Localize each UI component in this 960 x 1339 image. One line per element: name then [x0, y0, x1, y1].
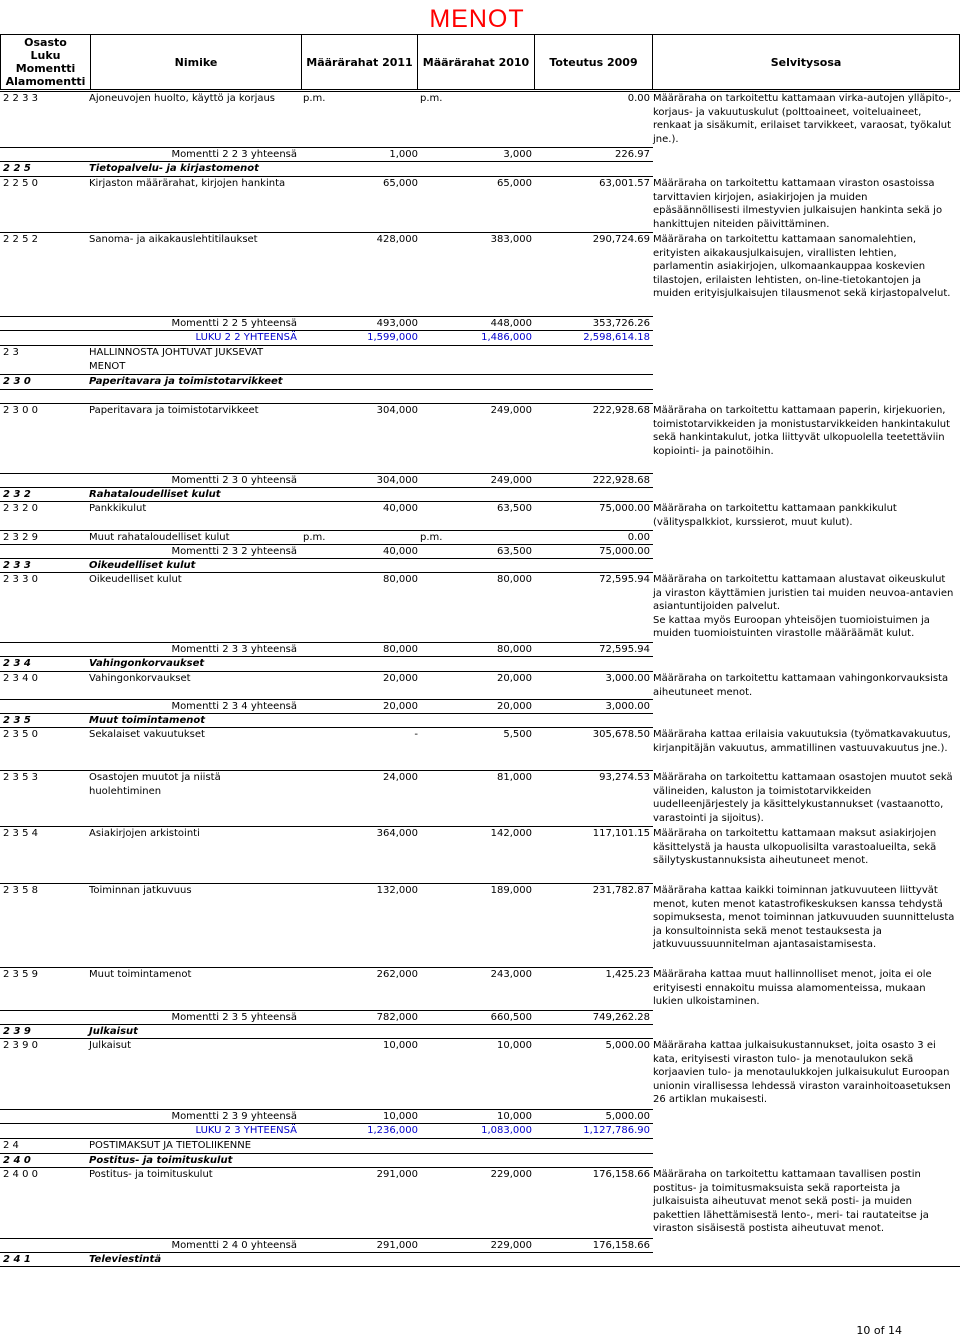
row-divider: [0, 501, 653, 502]
row-divider: [0, 770, 653, 771]
header-osasto-label: Osasto Luku Momentti Alamomentti: [5, 36, 86, 88]
row-selvitys: Määräraha on tarkoitettu kattamaan viraston osastoissa tarvittavien kirjojen, asiakirjojen ja muiden epäsäännöllisesti ilmestyvien julkaisujen hankinta sekä jo hankittujen niteiden päivittäminen.: [653, 178, 943, 230]
value-2010: 20,000: [497, 673, 532, 684]
value-2009: 72,595.94: [599, 644, 650, 655]
header-2009-label: Toteutus 2009: [549, 55, 638, 69]
value-2009: 0.00: [627, 93, 650, 104]
value-2010: 448,000: [490, 318, 532, 329]
total-label: Momentti 2 4 0 yhteensä: [171, 1240, 297, 1251]
value-2010: 10,000: [497, 1111, 532, 1122]
row-nimike: Postitus- ja toimituskulut: [89, 1169, 213, 1180]
row-selvitys: Määräraha on tarkoitettu kattamaan sanomalehtien, erityisten aikakausjulkaisujen, virallisten lehtien, parlamentin asiakirjojen, ulkomaankauppaa koskevien tilastojen, erilaisten lehtisten, on-line-tietokantojen ja muiden erityisjulkaisujen tilausmenot sekä kirjastopalvelut.: [653, 234, 951, 300]
row-code: 2 3 5 9: [3, 969, 38, 980]
row-code: 2 3 3: [3, 560, 31, 571]
row-code: 2 2 3 3: [3, 93, 38, 104]
value-2009: 1,425.23: [605, 969, 650, 980]
row-divider: [0, 642, 653, 643]
row-code: 2 3 5 8: [3, 885, 38, 896]
row-nimike: Postitus- ja toimituskulut: [89, 1155, 233, 1166]
row-code: 2 2 5 2: [3, 234, 38, 245]
header-nimike-label: Nimike: [174, 55, 218, 69]
total-label: Momentti 2 3 4 yhteensä: [171, 701, 297, 712]
row-divider: [0, 487, 653, 488]
value-2011: p.m.: [303, 532, 326, 543]
value-2009: 63,001.57: [599, 178, 650, 189]
value-2011: 80,000: [383, 574, 418, 585]
row-divider: [0, 147, 653, 148]
value-2009: 1,127,786.90: [583, 1125, 650, 1136]
row-selvitys: Määräraha on tarkoitettu kattamaan osastojen muutot sekä välineiden, kaluston ja toimistotarvikkeiden uudelleenjärjestely ja käsittelykustannukset (vastaanotto, varastointi ja sijoitus).: [653, 772, 953, 824]
row-nimike-line2: huolehtiminen: [89, 786, 162, 797]
value-2011: 1,236,000: [367, 1125, 418, 1136]
value-2011: 262,000: [376, 969, 418, 980]
row-divider: [0, 713, 653, 714]
header-col-2010: [417, 34, 535, 90]
value-2010: 383,000: [490, 234, 532, 245]
total-label: LUKU 2 3 YHTEENSÄ: [195, 1125, 297, 1136]
header-col-2009: [534, 34, 653, 90]
value-2010: 249,000: [490, 475, 532, 486]
row-nimike: Tietopalvelu- ja kirjastomenot: [89, 163, 259, 174]
row-selvitys: Määräraha on tarkoitettu kattamaan pankkikulut (välityspalkkiot, kurssierot, muut kulut).: [653, 503, 897, 528]
row-nimike: Julkaisut: [89, 1040, 132, 1051]
row-divider: [0, 1109, 653, 1110]
row-code: 2 2 5: [3, 163, 31, 174]
value-2010: 229,000: [490, 1240, 532, 1251]
row-selvitys: Määräraha on tarkoitettu kattamaan vahingonkorvauksista aiheutuneet menot.: [653, 673, 949, 698]
value-2009: 305,678.50: [592, 729, 650, 740]
value-2010: 3,000: [503, 149, 532, 160]
row-divider: [0, 883, 653, 884]
row-code: 2 3 5 3: [3, 772, 38, 783]
row-code: 2 4: [3, 1140, 19, 1151]
row-code: 2 3 4: [3, 658, 31, 669]
value-2010: 10,000: [497, 1040, 532, 1051]
value-2010: 80,000: [497, 574, 532, 585]
row-nimike: HALLINNOSTA JOHTUVAT JUKSEVAT: [89, 347, 264, 358]
value-2009: 222,928.68: [592, 405, 650, 416]
total-label: Momentti 2 3 0 yhteensä: [171, 475, 297, 486]
row-divider: [0, 473, 653, 474]
row-nimike: Vahingonkorvaukset: [89, 673, 191, 684]
row-nimike: Asiakirjojen arkistointi: [89, 828, 200, 839]
row-divider: [0, 1138, 653, 1139]
row-divider: [0, 330, 653, 331]
page-title: MENOT: [429, 5, 525, 33]
value-2011: -: [414, 729, 418, 740]
row-nimike: Julkaisut: [89, 1026, 138, 1037]
row-divider: [0, 1010, 653, 1011]
row-code: 2 3 2 9: [3, 532, 38, 543]
value-2011: 304,000: [376, 405, 418, 416]
row-divider: [0, 727, 653, 728]
row-code: 2 3 5 4: [3, 828, 38, 839]
row-nimike: Paperitavara ja toimistotarvikkeet: [89, 405, 259, 416]
row-divider: [0, 1153, 653, 1154]
value-2011: 1,000: [389, 149, 418, 160]
row-nimike: Pankkikulut: [89, 503, 147, 514]
value-2010: 80,000: [497, 644, 532, 655]
row-divider: [0, 530, 653, 531]
page-number: 10 of 14: [856, 1324, 902, 1337]
value-2010: 20,000: [497, 701, 532, 712]
row-nimike: Ajoneuvojen huolto, käyttö ja korjaus: [89, 93, 276, 104]
value-2011: 428,000: [376, 234, 418, 245]
row-code: 2 4 1: [3, 1254, 31, 1265]
row-divider: [0, 1123, 653, 1124]
row-nimike: Paperitavara ja toimistotarvikkeet: [89, 376, 283, 387]
row-divider: [0, 1167, 653, 1168]
value-2011: 132,000: [376, 885, 418, 896]
row-divider: [0, 232, 653, 233]
row-divider: [0, 826, 653, 827]
value-2009: 749,262.28: [592, 1012, 650, 1023]
header-col-nimike: [90, 34, 302, 90]
row-code: 2 3 4 0: [3, 673, 38, 684]
total-label: Momentti 2 3 5 yhteensä: [171, 1012, 297, 1023]
value-2011: 782,000: [376, 1012, 418, 1023]
row-nimike: POSTIMAKSUT JA TIETOLIIKENNE: [89, 1140, 252, 1151]
row-divider: [0, 403, 653, 404]
value-2010: 5,500: [503, 729, 532, 740]
row-code: 2 3 5: [3, 715, 31, 726]
value-2009: 353,726.26: [592, 318, 650, 329]
row-divider: [0, 671, 653, 672]
row-divider: [0, 1238, 653, 1239]
value-2011: 364,000: [376, 828, 418, 839]
row-nimike: Muut rahataloudelliset kulut: [89, 532, 230, 543]
value-2010: 660,500: [490, 1012, 532, 1023]
row-divider: [0, 1038, 653, 1039]
row-code: 2 3 2 0: [3, 503, 38, 514]
row-divider: [0, 699, 653, 700]
row-code: 2 4 0 0: [3, 1169, 38, 1180]
value-2011: 291,000: [376, 1169, 418, 1180]
value-2011: 40,000: [383, 546, 418, 557]
row-nimike: Oikeudelliset kulut: [89, 574, 182, 585]
row-divider: [0, 389, 653, 390]
row-divider: [0, 558, 653, 559]
row-divider: [0, 161, 653, 162]
row-code: 2 3 0 0: [3, 405, 38, 416]
row-nimike: Muut toimintamenot: [89, 969, 192, 980]
row-selvitys: Määräraha on tarkoitettu kattamaan alustavat oikeuskulut ja viraston käyttämien juristien tai muiden neuvoa-antavien asiantuntijoiden palvelut. Se kattaa myös Euroopan yhteisöjen tuomioistuimen ja muiden tuomioistuinten virastolle määräämät kulut.: [653, 574, 954, 640]
value-2009: 2,598,614.18: [583, 332, 650, 343]
row-code: 2 4 0: [3, 1155, 31, 1166]
value-2010: 1,486,000: [481, 332, 532, 343]
row-selvitys: Määräraha on tarkoitettu kattamaan tavallisen postin postitus- ja toimitusmaksuista sekä raporteista ja julkaisuista aiheutuvat menot sekä posti- ja muiden pakettien lähettämisestä lento-, meri- tai rautateitse ja viraston sisäisestä postista aiheutuvat menot.: [653, 1169, 929, 1235]
value-2011: 40,000: [383, 503, 418, 514]
value-2009: 3,000.00: [605, 673, 650, 684]
row-divider: [0, 345, 653, 346]
value-2011: 304,000: [376, 475, 418, 486]
row-code: 2 2 5 0: [3, 178, 38, 189]
row-selvitys: Määräraha kattaa kaikki toiminnan jatkuvuuteen liittyvät menot, kuten menot katastrofikeskuksen kanssa tehdystä sopimuksesta, menot toiminnan jatkuvuuden suunnittelusta ja konsultoinnista sekä menot testauksesta ja jatkuvuussuunnitelman ajantasaistamisesta.: [653, 885, 955, 951]
row-nimike: Sanoma- ja aikakauslehtitilaukset: [89, 234, 258, 245]
header-col-2011: [301, 34, 418, 90]
value-2010: 63,500: [497, 503, 532, 514]
row-selvitys: Määräraha kattaa julkaisukustannukset, joita osasto 3 ei kata, erityisesti viraston tulo- ja menotaulukon sekä korjaavien tulo- ja menotaulukkojen julkaisukulut Euroopan unionin virallisessa lehdessä viraston varainhoitoasetuksen 26 artiklan mukaisesti.: [653, 1040, 951, 1106]
value-2009: 117,101.15: [592, 828, 650, 839]
value-2009: 0.00: [627, 532, 650, 543]
row-selvitys: Määräraha kattaa erilaisia vakuutuksia (työmatkavakuutus, kirjanpitäjän vakuutus, ammatillinen vastuuvakuutus jne.).: [653, 729, 951, 754]
value-2011: p.m.: [303, 93, 326, 104]
value-2011: 65,000: [383, 178, 418, 189]
value-2011: 493,000: [376, 318, 418, 329]
value-2011: 20,000: [383, 673, 418, 684]
total-label: Momentti 2 3 3 yhteensä: [171, 644, 297, 655]
value-2009: 75,000.00: [599, 503, 650, 514]
row-divider: [0, 656, 653, 657]
row-selvitys: Määräraha kattaa muut hallinnolliset menot, joita ei ole erityisesti ennakoitu muissa alamomenteissa, mukaan lukien ulkoistaminen.: [653, 969, 932, 1008]
value-2009: 222,928.68: [592, 475, 650, 486]
row-nimike: Rahataloudelliset kulut: [89, 489, 221, 500]
row-divider: [0, 316, 653, 317]
row-selvitys: Määräraha on tarkoitettu kattamaan virka-autojen ylläpito-, korjaus- ja vakuutuskulut (polttoaineet, voiteluaineet, renkaat ja sisäkumit, erilaiset tarvikkeet, varaosat, työkalut jne.).: [653, 93, 952, 145]
row-nimike: Kirjaston määrärahat, kirjojen hankinta: [89, 178, 286, 189]
total-label: Momentti 2 2 5 yhteensä: [171, 318, 297, 329]
value-2009: 226.97: [615, 149, 650, 160]
value-2009: 231,782.87: [592, 885, 650, 896]
value-2009: 5,000.00: [605, 1111, 650, 1122]
header-2010-label: Määrärahat 2010: [422, 55, 530, 69]
value-2011: 291,000: [376, 1240, 418, 1251]
row-divider: [0, 1252, 653, 1253]
value-2010: 243,000: [490, 969, 532, 980]
row-code: 2 3 0: [3, 376, 31, 387]
header-selvitysosa-label: Selvitysosa: [770, 55, 842, 69]
value-2010: 249,000: [490, 405, 532, 416]
value-2011: 80,000: [383, 644, 418, 655]
total-label: Momentti 2 3 2 yhteensä: [171, 546, 297, 557]
total-label: Momentti 2 2 3 yhteensä: [171, 149, 297, 160]
row-nimike: Sekalaiset vakuutukset: [89, 729, 205, 740]
value-2010: 142,000: [490, 828, 532, 839]
row-divider: [0, 967, 653, 968]
value-2009: 176,158.66: [592, 1240, 650, 1251]
value-2010: p.m.: [420, 93, 443, 104]
total-label: Momentti 2 3 9 yhteensä: [171, 1111, 297, 1122]
value-2011: 1,599,000: [367, 332, 418, 343]
row-nimike-line2: MENOT: [89, 361, 126, 372]
value-2010: 65,000: [497, 178, 532, 189]
row-divider: [0, 1024, 653, 1025]
value-2009: 72,595.94: [599, 574, 650, 585]
value-2011: 10,000: [383, 1111, 418, 1122]
header-col-osasto: [0, 34, 91, 90]
value-2009: 290,724.69: [592, 234, 650, 245]
row-selvitys: Määräraha on tarkoitettu kattamaan paperin, kirjekuorien, toimistotarvikkeiden ja monistustarvikkeiden hankintakulut sekä hankintakulut, jotka liittyvät ulkopuolella teetettäviin kopiointi- ja painotöihin.: [653, 405, 951, 457]
value-2010: p.m.: [420, 532, 443, 543]
value-2010: 81,000: [497, 772, 532, 783]
row-divider: [0, 544, 653, 545]
row-nimike: Muut toimintamenot: [89, 715, 205, 726]
row-nimike: Oikeudelliset kulut: [89, 560, 196, 571]
row-selvitys: Määräraha on tarkoitettu kattamaan maksut asiakirjojen käsittelystä ja hausta ulkopuolisilta varastoalueilta, sekä säilytyskustannuksista aiheutuneet menot.: [653, 828, 937, 867]
value-2009: 93,274.53: [599, 772, 650, 783]
row-nimike: Televiestintä: [89, 1254, 162, 1265]
value-2010: 229,000: [490, 1169, 532, 1180]
value-2009: 5,000.00: [605, 1040, 650, 1051]
row-divider: [0, 374, 653, 375]
value-2010: 1,083,000: [481, 1125, 532, 1136]
row-divider: [0, 1266, 960, 1267]
value-2009: 3,000.00: [605, 701, 650, 712]
value-2011: 24,000: [383, 772, 418, 783]
row-nimike: Toiminnan jatkuvuus: [89, 885, 192, 896]
row-code: 2 3 9: [3, 1026, 31, 1037]
header-col-selvitysosa: [652, 34, 960, 90]
row-code: 2 3 2: [3, 489, 31, 500]
value-2011: 10,000: [383, 1040, 418, 1051]
row-nimike: Osastojen muutot ja niistä: [89, 772, 221, 783]
row-divider: [0, 572, 653, 573]
row-code: 2 3 5 0: [3, 729, 38, 740]
row-code: 2 3 3 0: [3, 574, 38, 585]
value-2010: 63,500: [497, 546, 532, 557]
value-2011: 20,000: [383, 701, 418, 712]
row-divider: [0, 91, 960, 92]
row-code: 2 3 9 0: [3, 1040, 38, 1051]
value-2010: 189,000: [490, 885, 532, 896]
value-2009: 75,000.00: [599, 546, 650, 557]
row-code: 2 3: [3, 347, 19, 358]
row-divider: [0, 176, 653, 177]
total-label: LUKU 2 2 YHTEENSÄ: [195, 332, 297, 343]
row-nimike: Vahingonkorvaukset: [89, 658, 205, 669]
value-2009: 176,158.66: [592, 1169, 650, 1180]
header-2011-label: Määrärahat 2011: [306, 55, 413, 69]
